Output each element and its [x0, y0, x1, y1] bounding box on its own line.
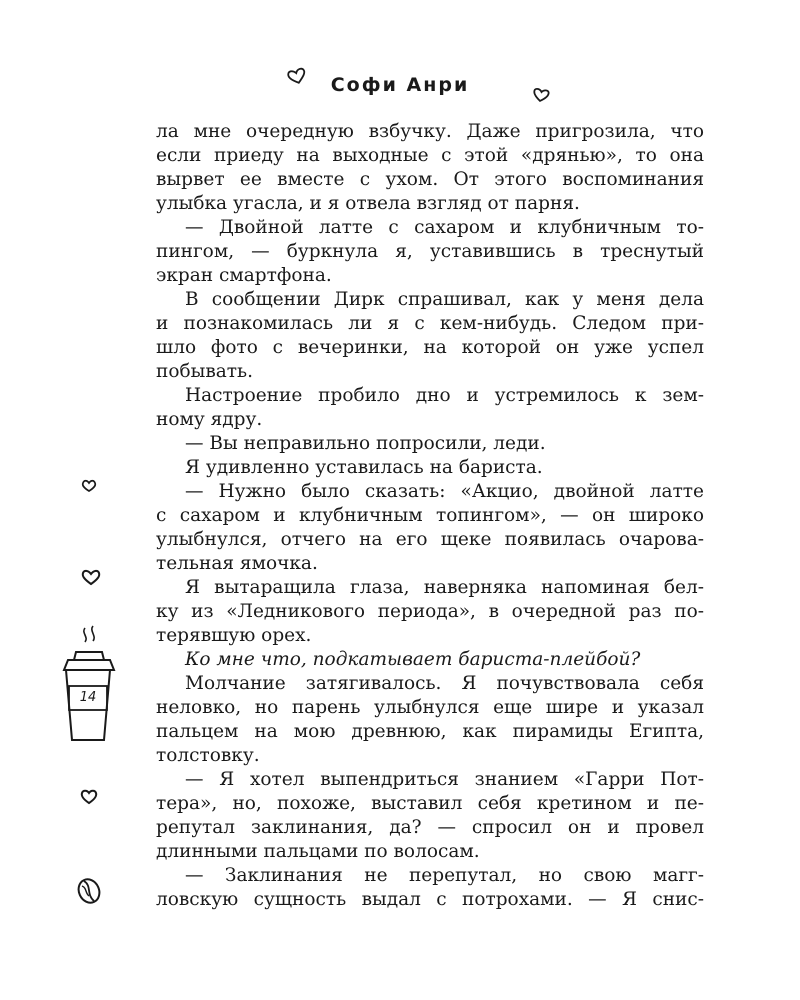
text-line: В сообщении Дирк спрашивал, как у меня дела — [185, 289, 704, 310]
text-line: — Вы неправильно попросили, леди. — [185, 433, 546, 454]
text-line: Настроение пробило дно и устремилось к зем- — [185, 385, 704, 406]
text-line: Молчание затягивалось. Я почувствовала себя — [185, 673, 704, 694]
text-line: Я вытаращила глаза, наверняка напоминая бел- — [185, 577, 704, 598]
text-line: — Я хотел выпендриться знанием «Гарри Пот- — [185, 769, 704, 790]
text-line: пингом, — буркнула я, уставившись в треснутый — [156, 241, 704, 262]
text-line: если приеду на выходные с этой «дрянью», то она — [156, 145, 704, 166]
margin-heart-icon — [78, 787, 100, 806]
coffee-cup-icon — [60, 624, 120, 744]
text-line: тера», но, похоже, выставил себя кретином и пе- — [156, 793, 704, 814]
author-name: Софи Анри — [330, 74, 470, 96]
running-header — [0, 74, 800, 96]
text-line: улыбнулся, отчего на его щеке появилась очарова- — [156, 529, 704, 550]
page-number: 14 — [79, 690, 97, 705]
text-line: вырвет ее вместе с ухом. От этого воспоминания — [156, 169, 704, 190]
coffee-bean-icon — [76, 876, 102, 906]
text-line: ку из «Ледникового периода», в очередной раз по- — [156, 601, 704, 622]
text-line: толстовку. — [156, 745, 260, 766]
body-text — [156, 120, 704, 912]
text-line: ному ядру. — [156, 409, 263, 430]
text-line: Я удивленно уставилась на бариста. — [185, 457, 543, 478]
text-line: Ко мне что, подкатывает бариста-плейбой? — [185, 649, 641, 670]
text-line: пальцем на мою древнюю, как пирамиды Египта, — [156, 721, 704, 742]
text-line: с сахаром и клубничным топингом», — он широко — [156, 505, 704, 526]
margin-heart-icon — [79, 567, 103, 587]
text-line: шло фото с вечеринки, на которой он уже успел — [156, 337, 704, 358]
text-line: — Нужно было сказать: «Акцио, двойной латте — [185, 481, 704, 502]
text-line: — Двойной латте с сахаром и клубничным то- — [185, 217, 704, 238]
text-line: неловко, но парень улыбнулся еще шире и указал — [156, 697, 704, 718]
header-heart-icon-right — [530, 86, 552, 104]
text-line: длинными пальцами по волосам. — [156, 841, 480, 862]
text-line: репутал заклинания, да? — спросил он и провел — [156, 817, 704, 838]
text-line: терявшую орех. — [156, 625, 312, 646]
text-line: улыбка угасла, и я отвела взгляд от парня. — [156, 193, 580, 214]
text-line: и познакомилась ли я с кем-нибудь. Следом при- — [156, 313, 704, 334]
text-line: ловскую сущность выдал с потрохами. — Я снис- — [156, 889, 704, 910]
text-line: экран смартфона. — [156, 265, 332, 286]
text-line: — Заклинания не перепутал, но свою магг- — [185, 865, 704, 886]
text-line: ла мне очередную взбучку. Даже пригрозила, что — [156, 121, 704, 142]
text-line: тельная ямочка. — [156, 553, 318, 574]
text-line: побывать. — [156, 361, 253, 382]
margin-heart-icon — [80, 478, 98, 494]
